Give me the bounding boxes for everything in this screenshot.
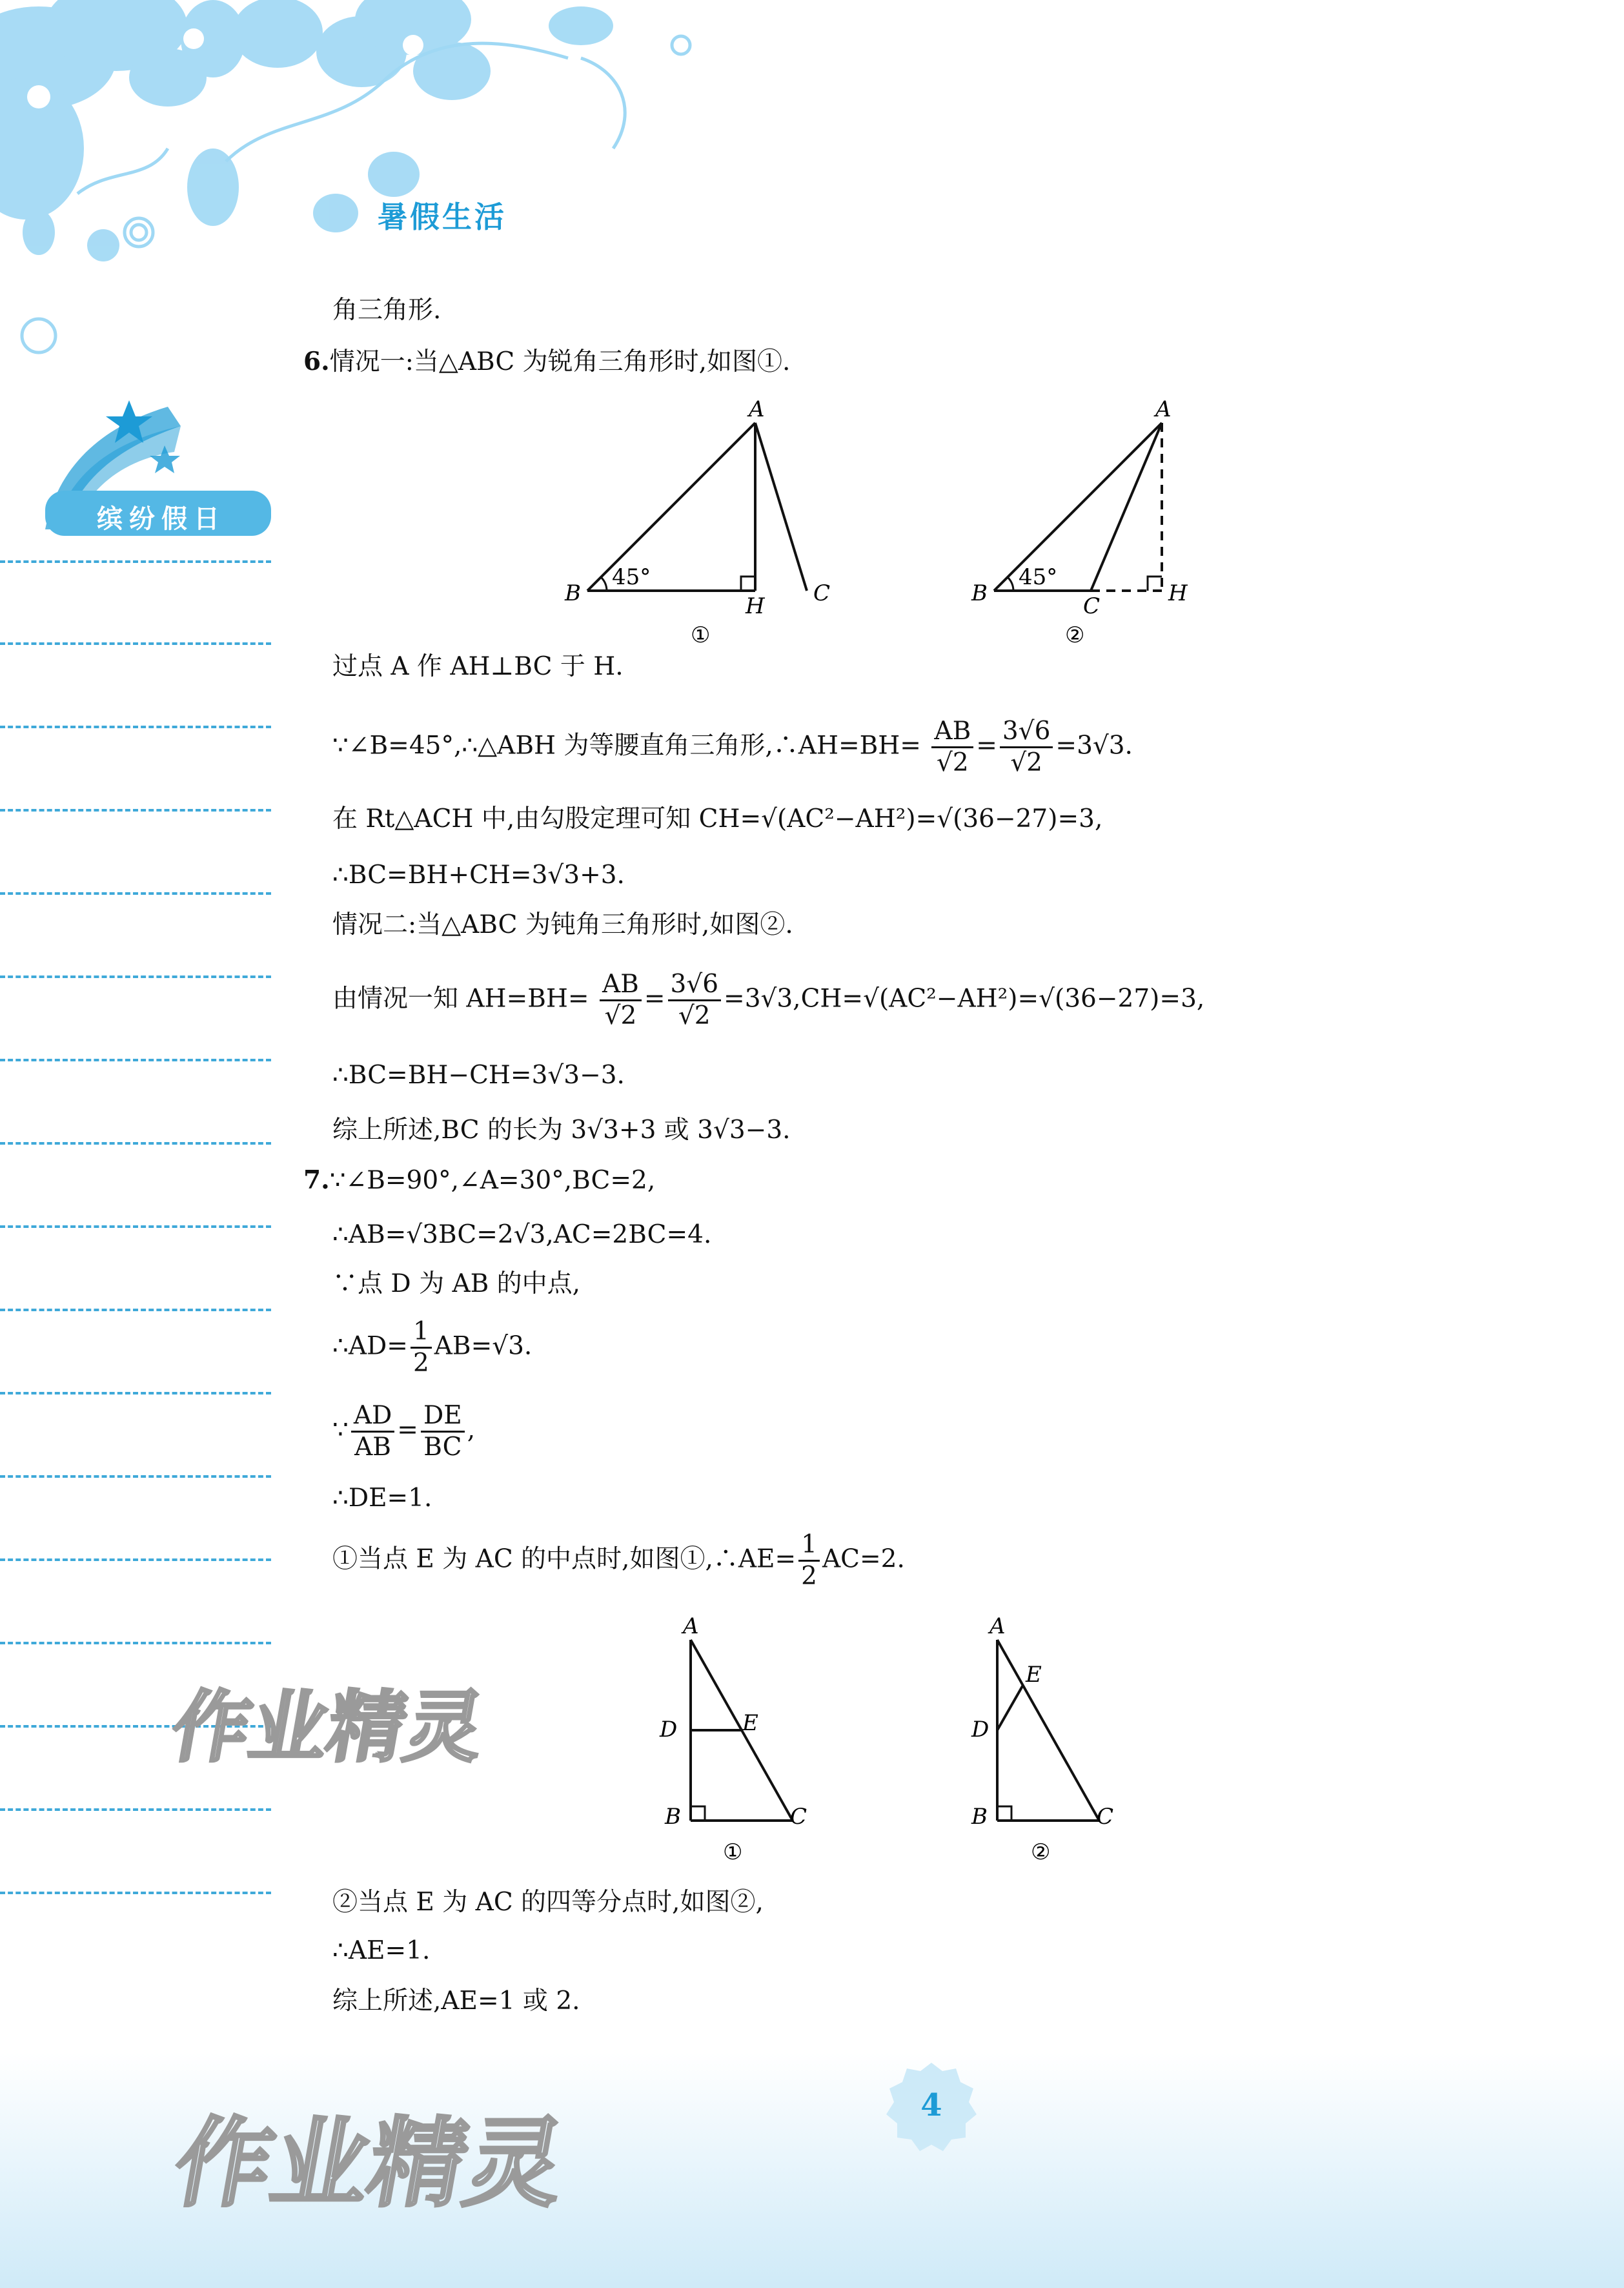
fraction: $\frac{DE}{BC}$ [421,1401,465,1462]
text-segment: ∴AD= [332,1331,408,1361]
segment-de [997,1685,1023,1730]
label-b: B [665,1804,681,1830]
text-line: ∴BC=BH−CH=3√3−3. [332,1061,625,1090]
text-line: 综上所述,AE=1 或 2. [332,1987,580,2016]
text-line: ∴BC=BH+CH=3√3+3. [332,861,625,890]
side-title: 缤纷假日 [97,504,226,534]
side-dashed-lines [0,0,284,2288]
equation-line: 由情况一知 AH=BH= $\frac{AB}{√2}$ = $\frac{3√6}{√2}$ =3√3,CH=√(AC²−AH²)=√(36−27)=3, [332,970,1205,1030]
figure-caption: ① [723,1839,743,1865]
watermark-1: 作业精灵 [165,1683,491,1773]
text-segment: AB=√3. [434,1331,533,1361]
fraction: $\frac{AD}{AB}$ [351,1401,394,1462]
angle-arc [1008,577,1013,591]
text-segment: =3√3. [1055,731,1133,761]
label-a: A [990,1613,1006,1639]
fraction: $\frac{AB}{√2}$ [931,717,973,778]
text-segment: ∵∠B=45°,∴△ABH 为等腰直角三角形,∴AH=BH= [332,731,921,761]
label-a: A [683,1613,699,1639]
text-line: 在 Rt△ACH 中,由勾股定理可知 CH=√(AC²−AH²)=√(36−27)=3, [332,804,1103,833]
segment-ac [997,1640,1099,1821]
equation-line: ∵ $\frac{AD}{AB}$ = $\frac{DE}{BC}$ , [332,1401,476,1462]
watermark-2: 作业精灵 [166,2108,573,2220]
question-number: 6. [303,347,330,376]
figure-caption: ② [1031,1839,1051,1865]
text-segment: ∵ [332,1415,349,1445]
text-line: ∴DE=1. [332,1484,432,1513]
fraction: $\frac{1}{2}$ [411,1317,432,1378]
text-line: ∵点 D 为 AB 的中点, [332,1269,581,1298]
fraction: $\frac{3√6}{√2}$ [668,970,721,1031]
label-c: C [1097,1804,1114,1830]
header-title: 暑假生活 [378,199,507,234]
text-line: ∴AB=√3BC=2√3,AC=2BC=4. [332,1220,712,1249]
angle-arc [601,577,607,591]
text-segment: AC=2. [822,1544,905,1574]
text-line: ∵∠B=90°,∠A=30°,BC=2, [329,1166,656,1195]
figure-7-2 [959,1608,1165,1879]
text-segment: ①当点 E 为 AC 的中点时,如图①,∴AE= [332,1544,797,1574]
label-e: E [1026,1662,1042,1688]
figure-caption: ② [1065,622,1085,648]
question-7 [303,1165,655,1196]
text-line: 综上所述,BC 的长为 3√3+3 或 3√3−3. [332,1116,791,1145]
figure-6-1 [555,387,865,659]
equation-line: ∵∠B=45°,∴△ABH 为等腰直角三角形,∴AH=BH= $\frac{AB}{√2}$ = $\frac{3√6}{√2}$ =3√3. [332,717,1133,777]
text-line: 角三角形. [332,296,442,325]
text-segment: =3√3,CH=√(AC²−AH²)=√(36−27)=3, [724,984,1205,1014]
segment-ac [755,423,807,591]
figure-6-2 [962,387,1233,659]
label-h: H [746,593,765,619]
question-6 [303,347,790,377]
question-number: 7. [303,1165,330,1195]
label-d: D [660,1717,678,1742]
right-angle-mark [691,1806,705,1821]
text-line: 情况一:当△ABC 为锐角三角形时,如图①. [329,347,791,376]
page-number: 4 [920,2087,942,2123]
label-c: C [1083,593,1101,619]
fraction: $\frac{3√6}{√2}$ [1000,717,1053,778]
right-angle-mark [1148,577,1162,591]
segment-ac [1091,423,1162,591]
right-angle-mark [741,577,755,591]
label-b: B [565,580,581,606]
label-a: A [749,396,765,422]
right-angle-mark [997,1806,1011,1821]
fraction: $\frac{1}{2}$ [798,1530,820,1591]
label-b: B [971,580,988,606]
text-line: 过点 A 作 AH⊥BC 于 H. [332,652,624,681]
label-c: C [813,580,831,606]
text-line: 情况二:当△ABC 为钝角三角形时,如图②. [332,910,793,939]
label-d: D [971,1717,990,1742]
text-segment: , [467,1415,476,1445]
label-b: B [971,1804,988,1830]
text-line: ②当点 E 为 AC 的四等分点时,如图②, [332,1888,764,1917]
angle-label: 45° [1019,564,1058,590]
label-h: H [1168,580,1188,606]
fraction: $\frac{AB}{√2}$ [600,970,642,1031]
angle-label: 45° [612,564,651,590]
label-c: C [790,1804,807,1830]
figure-7-1 [652,1608,858,1879]
equation-line [332,1317,532,1378]
text-segment: 由情况一知 AH=BH= [332,984,589,1014]
equation-line [332,1530,905,1591]
label-e: E [742,1710,758,1736]
label-a: A [1155,396,1172,422]
figure-caption: ① [691,622,711,648]
text-line: ∴AE=1. [332,1936,431,1965]
